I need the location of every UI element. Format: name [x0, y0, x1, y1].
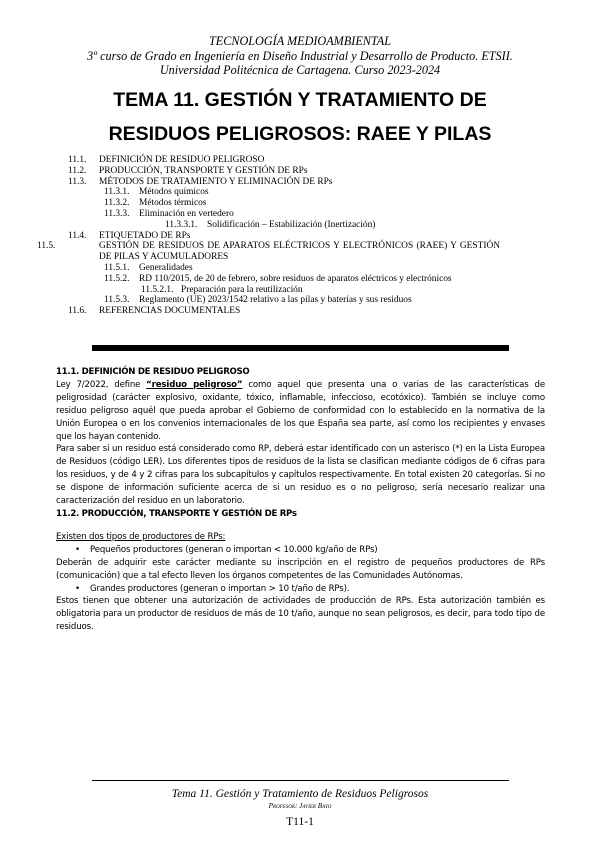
toc-item: 11.5. GESTIÓN DE RESIDUOS DE APARATOS ELÉCTRICOS Y ELECTRÓNICOS (RAEE) Y GESTIÓN DE PILAS Y ACUMULADORES [37, 241, 500, 263]
toc-subitem: 11.3.1. Métodos químicos [104, 187, 209, 198]
bullet-icon: • [75, 583, 80, 594]
toc-subitem: 11.5.2. RD 110/2015, de 20 de febrero, sobre residuos de aparatos eléctricos y electrónicos [104, 273, 452, 284]
section-heading: 11.2. PRODUCCIÓN, TRANSPORTE Y GESTIÓN DE RPs [56, 508, 297, 519]
footer-title: Tema 11. Gestión y Tratamiento de Residuos Peligrosos [171, 788, 429, 800]
course-subject: TECNOLOGÍA MEDIOAMBIENTAL [208, 34, 392, 48]
paragraph: Estos tienen que obtener una autorización de actividades de producción de RPs. Esta autorización también es obligatoria para un productor de residuos de más de 10 t/año, aunque no sean peligrosos, es decir, para todo tipo de residuos. [56, 596, 545, 633]
toc-subsubitem: 11.5.2.1. Preparación para la reutilización [141, 284, 303, 295]
toc-subitem: 11.3.3. Eliminación en vertedero [104, 208, 234, 219]
toc-item: 11.6. REFERENCIAS DOCUMENTALES [68, 306, 241, 317]
title-line-2: RESIDUOS PELIGROSOS: RAEE Y PILAS [108, 123, 492, 145]
footer-divider [92, 780, 509, 781]
toc-item: 11.3. MÉTODOS DE TRATAMIENTO Y ELIMINACIÓN DE RPs [68, 176, 333, 187]
toc-subsubitem: 11.3.3.1. Solidificación – Estabilización (Inertización) [165, 219, 376, 230]
toc-item: 11.2. PRODUCCIÓN, TRANSPORTE Y GESTIÓN DE RPs [68, 165, 308, 176]
title-line-1: TEMA 11. GESTIÓN Y TRATAMIENTO DE [113, 89, 487, 111]
paragraph: Ley 7/2022, define “residuo peligroso” como aquel que presenta una o varias de las características de peligrosidad (carácter explosivo, oxidante, tóxico, inflamable, infeccioso, ecotóxico). También se incluye como residuo peligroso aquél que pueda aprobar el Gobierno de conformidad con lo establecido en la normativa de la Unión Europea o en los convenios internacionales de los que España sea parte, así como los recipientes y envases que los hayan contenido. [56, 379, 545, 442]
defined-term: “residuo peligroso” [146, 379, 243, 390]
page-number: T11-1 [286, 816, 314, 828]
toc-subitem: 11.5.1. Generalidades [104, 262, 193, 273]
document-body [56, 366, 545, 634]
section-heading: 11.1. DEFINICIÓN DE RESIDUO PELIGROSO [56, 367, 250, 377]
page-header [60, 34, 540, 78]
toc-item: 11.4. ETIQUETADO DE RPs [68, 230, 191, 241]
paragraph: Deberán de adquirir este carácter mediante su inscripción en el registro de pequeños productores de RPs (comunicación) que a tal efecto lleven los órganos competentes de las Comunidades Autónomas. [56, 557, 545, 581]
list-item: • Grandes productores (generan o importan > 10 t/año de RPs). [75, 583, 350, 594]
toc-subitem: 11.3.2. Métodos térmicos [104, 198, 207, 209]
paragraph-intro: Existen dos tipos de productores de RPs: [56, 531, 226, 542]
toc-item: 11.1. DEFINICIÓN DE RESIDUO PELIGROSO [68, 155, 265, 165]
course-degree: 3º curso de Grado en Ingeniería en Diseño Industrial y Desarrollo de Producto. ETSII. [87, 48, 513, 63]
bullet-icon: • [75, 544, 80, 555]
page-footer [60, 788, 540, 831]
course-university: Universidad Politécnica de Cartagena. Curso 2023-2024 [159, 63, 441, 77]
paragraph: Para saber si un residuo está considerado como RP, deberá estar identificado con un asterisco (*) en la Lista Europea de Residuos (código LER). Los diferentes tipos de residuos de la lista se clasifican mediante códigos de 6 cifras para los residuos, y de 4 y 2 cifras para los subcapítulos y capítulos respectivamente. En total existen 20 categorías. Si no se dispone de información suficiente acerca de si un residuo es o no peligroso, sería necesario realizar una caracterización del residuo en un laboratorio. [56, 444, 545, 507]
document-title [60, 83, 540, 151]
list-item: • Pequeños productores (generan o importan < 10.000 kg/año de RPs) [75, 544, 378, 555]
section-divider [92, 345, 509, 351]
spacer [56, 521, 545, 531]
toc-subitem: 11.5.3. Reglamento (UE) 2023/1542 relativo a las pilas y baterías y sus residuos [104, 295, 412, 306]
table-of-contents [37, 155, 500, 317]
footer-author: Profesor: Javier Bayo [268, 802, 332, 810]
